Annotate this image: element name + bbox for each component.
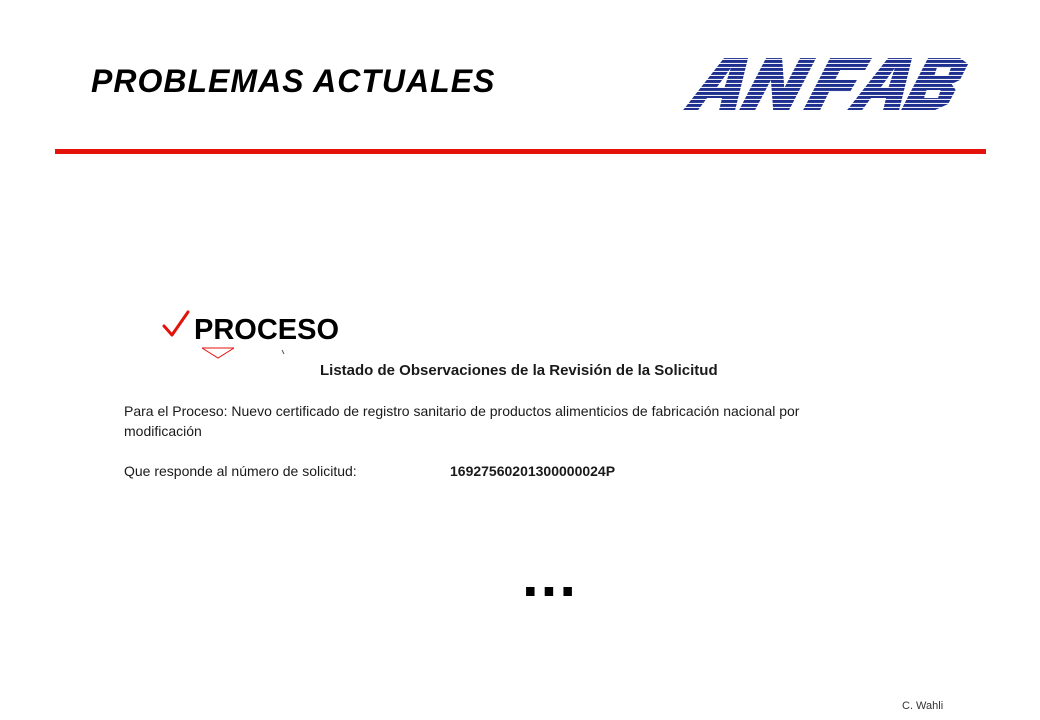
ellipsis-mark: ... (522, 542, 579, 609)
solicitud-label: Que responde al número de solicitud: (124, 463, 357, 479)
author-credit: C. Wahli (902, 700, 944, 712)
document-header: Listado de Observaciones de la Revisión de la Solicitud (320, 362, 718, 379)
process-description-line-1: Para el Proceso: Nuevo certificado de registro sanitario de productos alimenticios de fabricación nacional por (124, 403, 800, 419)
checkmark-icon (160, 308, 192, 340)
bullet-label: PROCESO (194, 314, 340, 346)
anfab-logo (680, 52, 970, 116)
process-description-line-2: modificación (124, 423, 202, 439)
red-divider (55, 149, 986, 154)
solicitud-number: 16927560201300000024P (450, 463, 616, 479)
clipped-icon-fragment (200, 346, 290, 360)
bullet-proceso (160, 300, 339, 347)
slide-title: PROBLEMAS ACTUALES (91, 63, 496, 99)
